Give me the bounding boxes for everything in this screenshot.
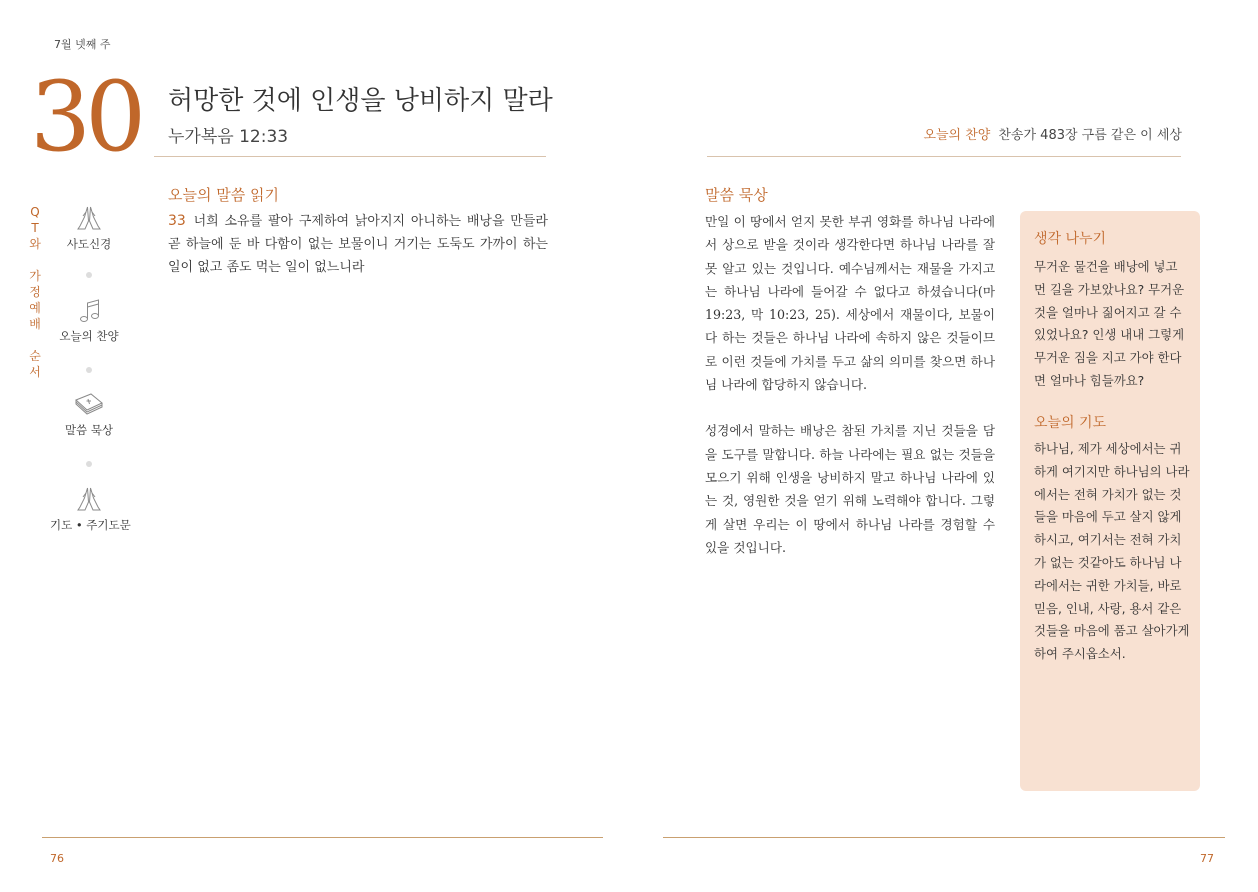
sidebar-item-prayer [50, 485, 131, 533]
sidebar-item-label: 오늘의 찬양 [59, 329, 119, 343]
praying-hands-icon [74, 485, 104, 515]
verse-text: 너희 소유를 팔아 구제하여 낡아지지 아니하는 배낭을 만들라 곧 하늘에 둔 바 다함이 없는 보물이니 거기는 도둑도 가까이 하는 일이 없고 좀도 먹는 일이 없느니라 [168, 214, 548, 275]
sidebar-item-meditation [50, 390, 128, 438]
share-heading: 생각 나누기 [1034, 231, 1107, 247]
meditation-heading: 말씀 묵상 [705, 186, 768, 204]
meditation-body [705, 210, 995, 582]
day-number: 30 [30, 61, 141, 173]
todays-hymn [923, 124, 1182, 143]
bible-book-icon [73, 390, 105, 420]
hymn-title: 찬송가 483장 구름 같은 이 세상 [998, 128, 1182, 143]
share-text: 무거운 물건을 배낭에 넣고 먼 길을 가보았나요? 무거운 것을 얼마나 짊어지고 갈 수 있었나요? 인생 내내 그렇게 무거운 짐을 지고 가야 한다면 얼마나 힘들까요? [1034, 259, 1185, 388]
scripture-reference: 누가복음 12:33 [168, 127, 289, 147]
footer-rule-left [42, 837, 603, 838]
meditation-paragraph: 성경에서 말하는 배낭은 참된 가치를 지닌 것들을 담을 도구를 말합니다. 하늘 나라에는 필요 없는 것들을 모으기 위해 인생을 낭비하지 말고 하나님 나라에 있는 것, 영원한 것을 얻기 위해 노력해야 합니다. 그렇게 살면 우리는 이 땅에서 하나님 나라를 경험할 수 있을 것입니다. [705, 423, 995, 555]
week-label: 7월 넷째 주 [54, 38, 111, 51]
prayer-text: 하나님, 제가 세상에서는 귀하게 여기지만 하나님의 나라에서는 전혀 가치가 없는 것들을 마음에 두고 살지 않게 하시고, 여기서는 전혀 가치가 없는 것같아도 하나님 나라에서는 귀한 가치들, 바로 믿음, 인내, 사랑, 용서 같은 것들을 마음에 품고 살아가게 하여 주시옵소서. [1034, 441, 1190, 662]
verse-number: 33 [168, 213, 186, 229]
sidebar-item-label: 사도신경 [66, 237, 112, 251]
music-note-icon [74, 296, 104, 326]
vertical-char: 순 [29, 349, 41, 363]
vertical-char: 가 [29, 269, 41, 283]
sidebar-item-label: 기도 • 주기도문 [50, 518, 131, 532]
verse-text-block [168, 210, 548, 279]
footer-rule-right [663, 837, 1225, 838]
vertical-char: 와 [29, 237, 41, 251]
page-title: 허망한 것에 인생을 낭비하지 말라 [168, 86, 553, 116]
sidebar-item-apostles-creed [50, 204, 128, 252]
vertical-char: 배 [29, 317, 41, 331]
sidebar-item-label: 말씀 묵상 [64, 423, 114, 437]
vertical-section-label [27, 204, 43, 380]
prayer-heading: 오늘의 기도 [1034, 415, 1107, 431]
sidebar-item-todays-hymn [50, 296, 128, 344]
vertical-char: 서 [29, 365, 41, 379]
page-number-right: 77 [1200, 852, 1214, 865]
sidebar-divider-dot [86, 461, 92, 467]
header-rule-left [154, 156, 546, 157]
vertical-char: 정 [29, 285, 41, 299]
sidebar-divider-dot [86, 272, 92, 278]
hymn-label: 오늘의 찬양 [923, 128, 991, 143]
reading-heading: 오늘의 말씀 읽기 [168, 186, 279, 204]
vertical-char: 예 [29, 301, 41, 315]
page-number-left: 76 [50, 852, 64, 865]
header-rule-right [707, 156, 1181, 157]
praying-hands-icon [74, 204, 104, 234]
sidebar-divider-dot [86, 367, 92, 373]
vertical-char: T [31, 221, 39, 235]
vertical-char: Q [30, 205, 40, 219]
meditation-paragraph: 만일 이 땅에서 얻지 못한 부귀 영화를 하나님 나라에서 상으로 받을 것이라 생각한다면 하나님 나라를 잘못 알고 있는 것입니다. 예수님께서는 재물을 가지고는 하나님 나라에 들어갈 수 없다고 하셨습니다(마 19:23, 막 10:23, 25). 세상에서 재물이다, 보물이다 하는 것들은 하나님 나라에 속하지 않은 것들이므로 이런 것들에 가치를 두고 삶의 의미를 찾으면 하나님 나라에 합당하지 않습니다. [705, 214, 995, 393]
